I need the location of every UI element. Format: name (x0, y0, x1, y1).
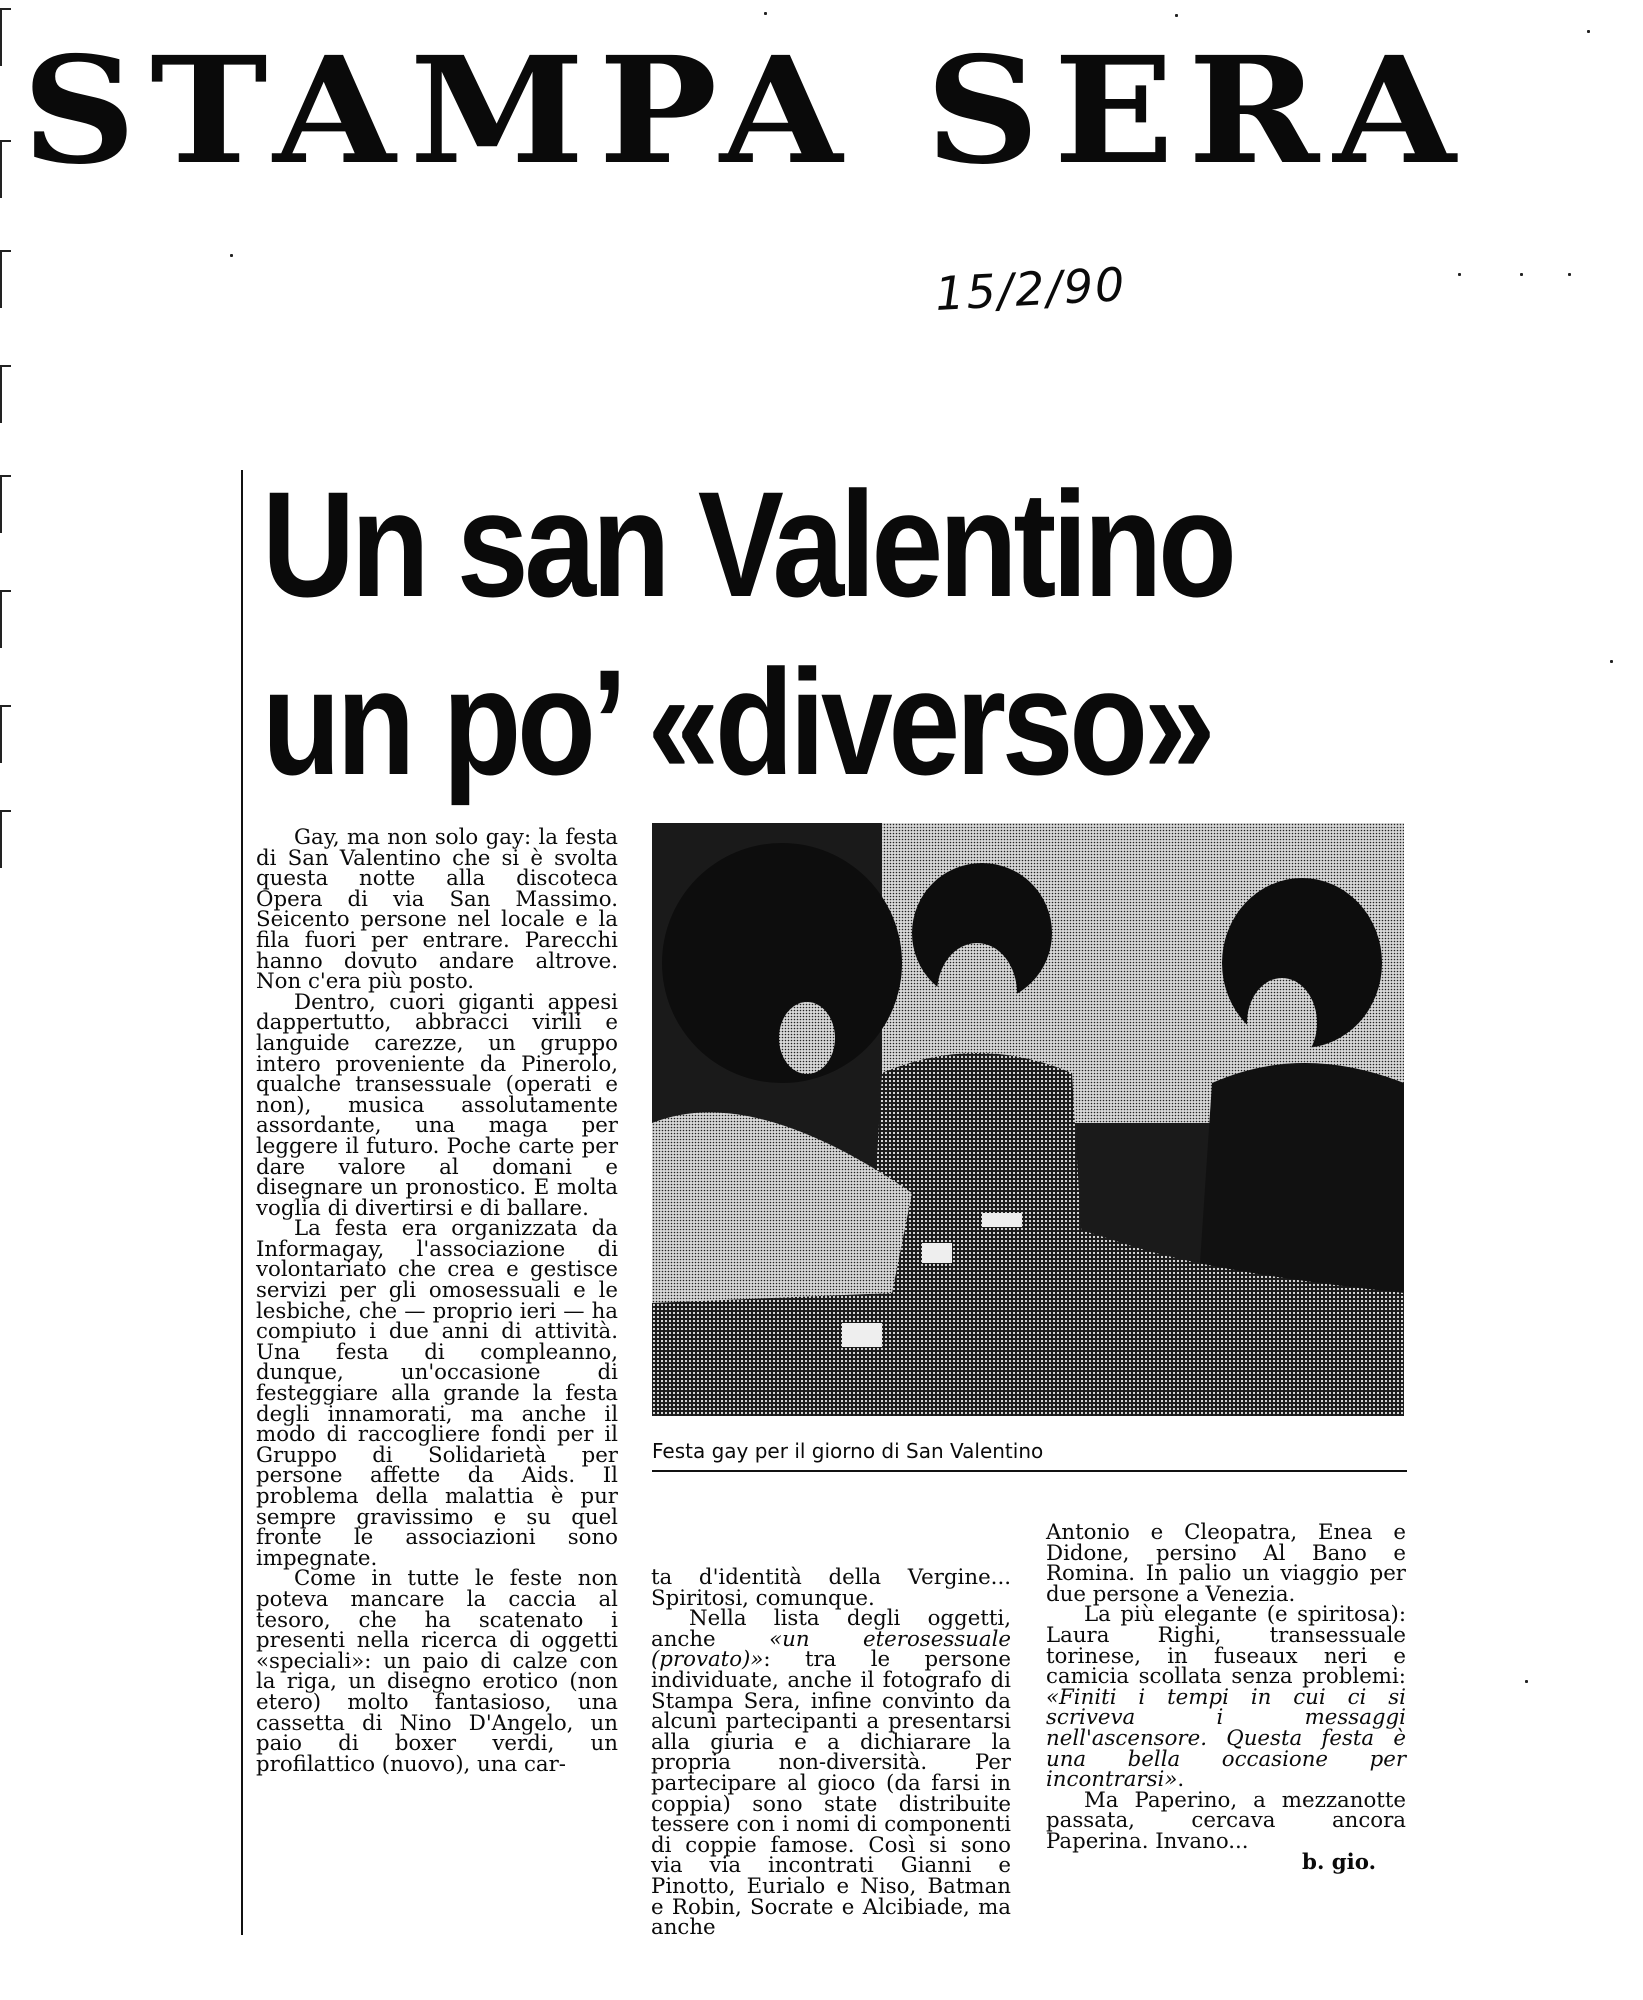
paragraph: Dentro, cuori giganti appesi dappertutto, abbracci virili e languide carezze, un gruppo intero proveniente da Pinerolo, qualche transessuale (operati e non), musica assolutamente assordante, una maga per leggere il futuro. Poche carte per dare valore al domani e disegnare un pronostico. E molta voglia di divertirsi e di ballare. (256, 989, 618, 1221)
scan-speck (764, 12, 767, 15)
paragraph (651, 1606, 1011, 1941)
paragraph (1046, 1602, 1406, 1793)
photo-caption: Festa gay per il giorno di San Valentino (652, 1438, 1407, 1472)
paragraph: La festa era organizzata da Informagay, l'associazione di volontariato che crea e gestisce servizi per gli omosessuali e le lesbiche, che — proprio ieri — ha compiuto i due anni di attività. Una festa di compleanno, dunque, un'occasione di festeggiare alla grande la festa degli innamorati, ma anche il modo di raccogliere fondi per il Gruppo di Solidarietà per persone affette da Aids. Il problema della malattia è pur sempre gravissimo e su quel fronte le associazioni sono impegnate. (256, 1216, 618, 1571)
column-rule (241, 470, 243, 1935)
headline-line-1: Un san Valentino (262, 460, 1233, 628)
author-byline: b. gio. (1302, 1849, 1376, 1875)
article-photo (652, 823, 1404, 1416)
article-column-1 (256, 825, 618, 1777)
paragraph: Gay, ma non solo gay: la festa di San Valentino che si è svolta questa notte alla discoteca Opera di via San Massimo. Seicento persone nel locale e la fila fuori per entrare. Parecchi hanno dovuto andare altrove. Non c'era più posto. (256, 825, 618, 995)
scan-margin-mark (0, 590, 11, 648)
paragraph: Come in tutte le feste non poteva mancare la caccia al tesoro, che ha scatenato i presenti nella ricerca di oggetti «speciali»: un paio di calze con la riga, un disegno erotico (non etero) molto fantasioso, una cassetta di Nino D'Angelo, un paio di boxer verdi, un profilattico (nuovo), una car- (256, 1566, 618, 1777)
scan-speck (1587, 30, 1590, 33)
article-column-3 (1046, 1520, 1406, 1875)
text-run: La più elegante (e spiritosa): Laura Righi, transessuale torinese, in fuseaux neri e camicia scollata senza problemi: (1046, 1602, 1406, 1690)
scan-margin-mark (0, 250, 11, 308)
text-run: : tra le persone individuate, anche il fotografo di Stampa Sera, infine convinto da alcuni partecipanti a presentarsi alla giuria e a dichiarare la propria non-diversità. Per partecipare al gioco (da farsi in coppia) sono state distribuite tessere con i nomi di componenti di coppie famose. Così si sono via via incontrati Gianni e Pinotto, Eurialo e Niso, Batman e Robin, Socrate e Alcibiade, ma anche (651, 1647, 1011, 1941)
scan-speck (1458, 273, 1461, 276)
italic-quote: «un eterosessuale (provato)» (651, 1626, 1011, 1673)
scan-margin-mark (0, 475, 11, 533)
scan-speck (1525, 1680, 1528, 1683)
headline-line-2: un po’ «diverso» (262, 638, 1212, 806)
paragraph: Antonio e Cleopatra, Enea e Didone, persino Al Bano e Romina. In palio un viaggio per due persone a Venezia. (1046, 1520, 1406, 1607)
scan-margin-mark (0, 705, 11, 763)
scan-margin-mark (0, 810, 11, 868)
handwritten-date: 15/2/90 (933, 257, 1128, 321)
article-column-2 (651, 1565, 1011, 1941)
scan-speck (1175, 14, 1178, 17)
scan-margin-mark (0, 365, 11, 423)
newspaper-masthead: STAMPA SERA (22, 25, 1470, 198)
text-run: Nella lista degli oggetti, anche (651, 1606, 1011, 1652)
scan-speck (230, 254, 233, 257)
paragraph: ta d'identità della Vergine... Spiritosi, comunque. (651, 1565, 1011, 1611)
paragraph: Ma Paperino, a mezzanotte passata, cercava ancora Paperina. Invano... (1046, 1787, 1406, 1854)
halftone-photo-icon (652, 823, 1404, 1416)
text-run: . (1177, 1767, 1185, 1793)
italic-quote: «Finiti i tempi in cui ci si scriveva i messaggi nell'ascensore. Questa festa è una bella occasione per incontrarsi» (1046, 1684, 1406, 1793)
scan-margin-mark (0, 8, 11, 66)
scan-speck (1610, 660, 1613, 663)
scan-margin-mark (0, 140, 11, 198)
scan-speck (1568, 273, 1571, 276)
article-headline (262, 455, 1268, 811)
scan-speck (1520, 273, 1523, 276)
